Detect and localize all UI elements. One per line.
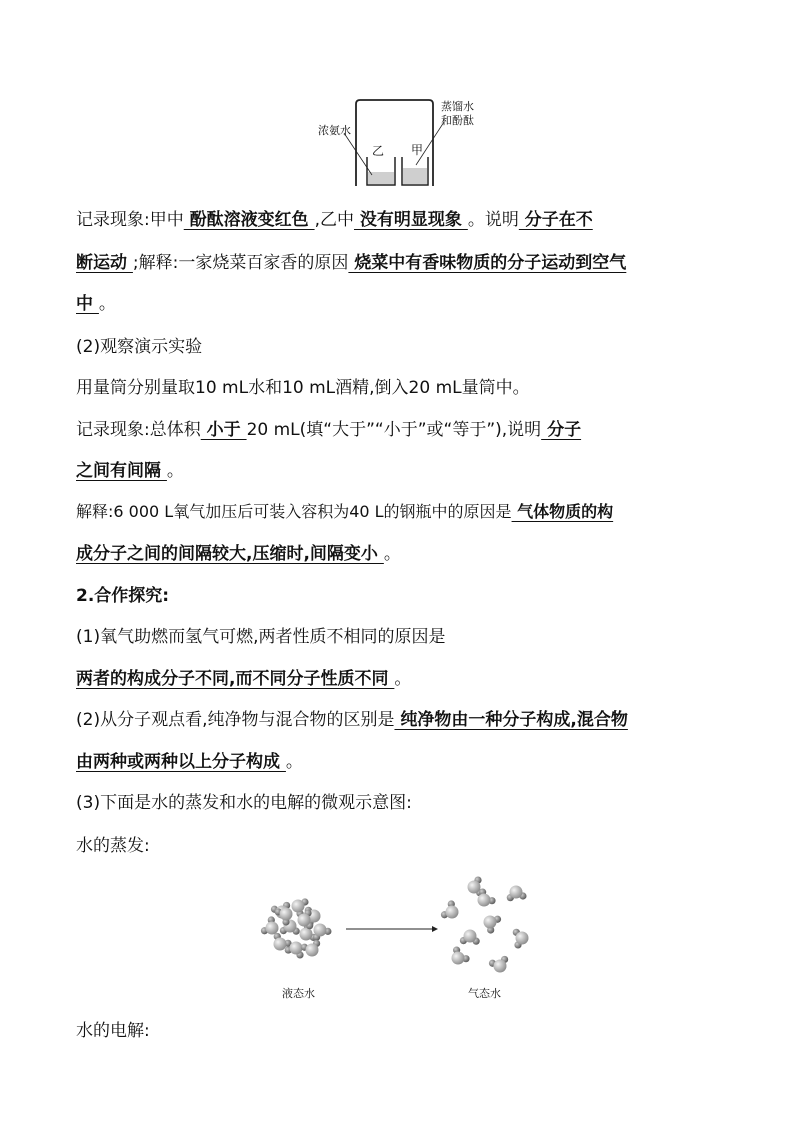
water-molecule <box>441 900 459 918</box>
answer-blank: 小于 <box>200 420 247 440</box>
label-water: 蒸馏水 <box>441 100 474 113</box>
label-yi: 乙 <box>372 144 385 158</box>
text-line-2: 断运动 ;解释:一家烧菜百家香的原因 烧菜中有香味物质的分子运动到空气 <box>76 253 627 273</box>
answer-blank: 分子 <box>541 420 582 440</box>
text-line-3: 中 。 <box>76 294 116 314</box>
beaker-diagram <box>0 0 794 200</box>
text-line-14: 由两种或两种以上分子构成 。 <box>76 752 303 772</box>
answer-blank: 纯净物由一种分子构成,混合物 <box>394 710 628 730</box>
water-molecule <box>460 930 480 945</box>
water-molecule <box>484 916 502 934</box>
text-line-4: (2)观察演示实验 <box>76 337 203 357</box>
text-line-1: 记录现象:甲中 酚酞溶液变红色 ,乙中 没有明显现象 。说明 分子在不 <box>76 210 593 230</box>
molecule-diagram <box>0 870 794 1010</box>
text-line-17: 水的电解: <box>76 1021 150 1041</box>
label-liquid-water: 液态水 <box>282 987 315 1000</box>
text-line-13: (2)从分子观点看,纯净物与混合物的区别是 纯净物由一种分子构成,混合物 <box>76 710 628 730</box>
label-ammonia: 浓氨水 <box>318 124 351 137</box>
answer-blank: 中 <box>76 294 99 314</box>
answer-blank: 烧菜中有香味物质的分子运动到空气 <box>348 253 627 273</box>
water-molecule <box>261 916 279 934</box>
water-molecule <box>478 889 496 907</box>
answer-blank: 气体物质的构 <box>511 502 614 521</box>
answer-blank: 酚酞溶液变红色 <box>183 210 315 230</box>
text-line-12: 两者的构成分子不同,而不同分子性质不同 。 <box>76 669 412 689</box>
water-molecule <box>513 929 529 949</box>
label-jia: 甲 <box>411 143 424 157</box>
text-line-15: (3)下面是水的蒸发和水的电解的微观示意图: <box>76 793 412 813</box>
water-molecule <box>452 947 470 965</box>
text-line-10: 2.合作探究: <box>76 586 170 606</box>
text-line-16: 水的蒸发: <box>76 836 150 856</box>
answer-blank: 分子在不 <box>518 210 593 230</box>
answer-blank: 没有明显现象 <box>353 210 468 230</box>
answer-blank: 成分子之间的间隔较大,压缩时,间隔变小 <box>76 544 384 564</box>
answer-blank: 断运动 <box>76 253 133 273</box>
water-molecule <box>507 886 527 902</box>
text-line-11: (1)氧气助燃而氢气可燃,两者性质不相同的原因是 <box>76 627 446 647</box>
water-molecule <box>313 924 331 941</box>
text-line-9: 成分子之间的间隔较大,压缩时,间隔变小 。 <box>76 544 401 564</box>
text-line-8: 解释:6 000 L氧气加压后可装入容积为40 L的钢瓶中的原因是 气体物质的构 <box>76 502 614 521</box>
text-line-6: 记录现象:总体积 小于 20 mL(填“大于”“小于”或“等于”),说明 分子 <box>76 420 582 440</box>
water-molecule <box>489 956 508 973</box>
label-phenolphthalein: 和酚酞 <box>441 114 474 127</box>
answer-blank: 由两种或两种以上分子构成 <box>76 752 286 772</box>
answer-blank: 之间有间隔 <box>76 461 167 481</box>
text-line-5: 用量筒分别量取10 mL水和10 mL酒精,倒入20 mL量筒中。 <box>76 378 530 398</box>
label-gas-water: 气态水 <box>468 987 501 1000</box>
answer-blank: 两者的构成分子不同,而不同分子性质不同 <box>76 669 395 689</box>
text-line-7: 之间有间隔 。 <box>76 461 184 481</box>
water-molecule <box>301 940 320 957</box>
